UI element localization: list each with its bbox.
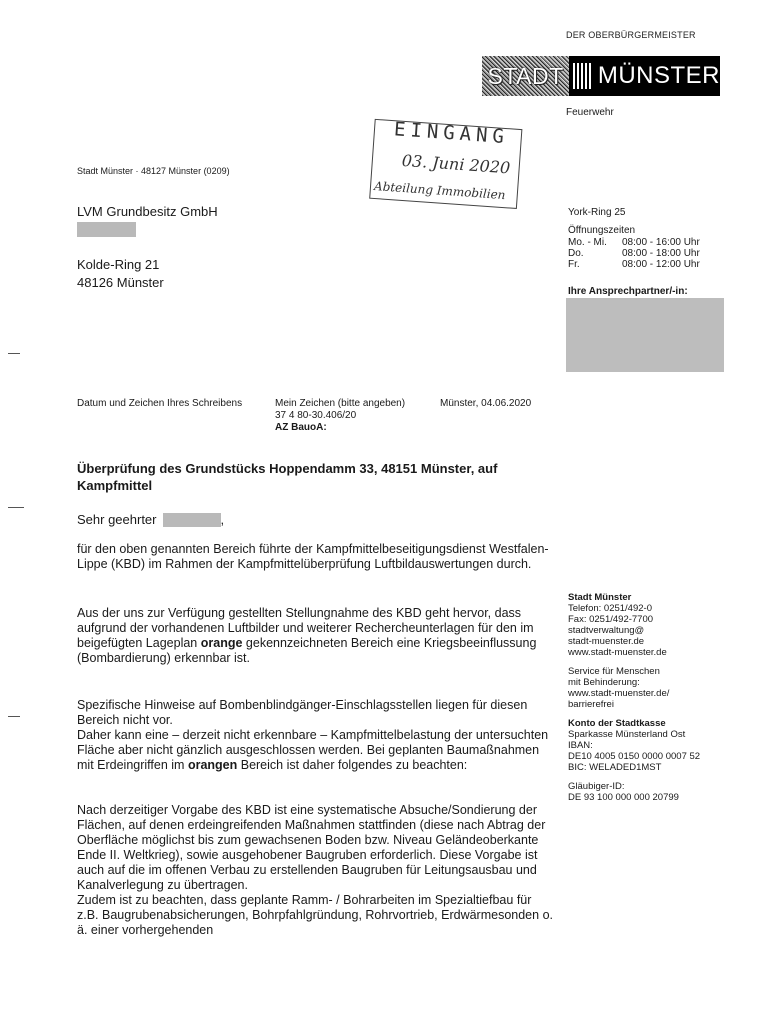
paragraph-text-part: gekennzeichneten Bereich eine Kriegsbeeinflussung (Bombardierung) erkennbar ist.: [77, 636, 537, 665]
department-name: Feuerwehr: [566, 107, 614, 118]
highlight-orange: orangen: [187, 758, 238, 772]
letter-subject: Überprüfung des Grundstücks Hoppendamm 33, 48151 Münster, auf Kampfmittel: [77, 461, 498, 493]
my-reference-number: 37 4 80-30.406/20: [275, 410, 357, 421]
logo-stadt-block: [482, 56, 569, 96]
sidebar-creditor-id: DE 93 100 000 000 20799: [568, 792, 679, 803]
place-date: Münster, 04.06.2020: [440, 398, 532, 409]
sidebar-fax: Fax: 0251/492-7700: [568, 614, 654, 625]
paragraph-text-part: Aus der uns zur Verfügung gestellten Stellungnahme des KBD geht hervor, dass aufgrund der vorhandenen Luftbilder und weiterer Rechercheunterlagen für den im beigefügten Lageplan: [77, 606, 534, 650]
paragraph-text-part: Daher kann eine – derzeit nicht erkennbare – Kampfmittelbelastung der untersuchten Fläche aber nicht gänzlich ausgeschlossen werden. Bei geplanten Baumaßnahmen mit Erdeingriffen im: [77, 728, 549, 772]
paragraph-text-part: Bereich ist daher folgendes zu beachten:: [240, 758, 468, 772]
stamp-title: EINGANG: [393, 118, 510, 149]
sidebar-bank: Sparkasse Münsterland Ost: [568, 729, 686, 740]
paragraph-3: [77, 698, 553, 773]
recipient-block: [77, 204, 218, 237]
fold-mark: [8, 507, 24, 508]
hours-time: 08:00 - 18:00 Uhr: [622, 248, 700, 259]
sidebar-service-line: Service für Menschen: [568, 666, 660, 677]
sidebar-contact: [568, 592, 743, 803]
city-logo: [482, 56, 720, 96]
hours-day: Do.: [568, 248, 584, 259]
my-reference: [275, 398, 405, 434]
recipient-address: [77, 256, 164, 292]
recipient-city: 48126 Münster: [77, 275, 164, 290]
sidebar-phone: Telefon: 0251/492-0: [568, 603, 652, 614]
redacted-name: [77, 222, 136, 237]
salutation: [77, 512, 224, 527]
paragraph-text: [77, 606, 553, 666]
stamp-department: Abteilung Immobilien: [373, 178, 506, 203]
paragraph-4: [77, 803, 553, 938]
mayor-heading: DER OBERBÜRGERMEISTER: [566, 30, 696, 40]
paragraph-text: für den oben genannten Bereich führte der Kampfmittelbeseitigungsdienst Westfalen-Lippe (KBD) im Rahmen der Kampfmittelüberprüfung Luftbildauswertungen durch.: [77, 542, 549, 571]
salutation-text: Sehr geehrter: [77, 512, 157, 527]
paragraph-text: Nach derzeitiger Vorgabe des KBD ist eine systematische Absuche/Sondierung der Flächen, auf denen erdeingreifenden Maßnahmen stattfinden (diese nach Abtrag der Oberfläche möglichst bis zum gewachsenen Boden bzw. Niveau Geländeoberkante Ende II. Weltkrieg), sowie ausgehobener Baugruben erforderlich. Diese Vorgabe ist auch auf die im offenen Verbau zu erstellenden Baugruben für Leitungsausbau und Kanalverlegung zu übertragen.: [77, 803, 546, 892]
hours-row: [568, 259, 700, 270]
paragraph-text: [77, 728, 553, 773]
stamp-date: 03. Juni 2020: [401, 150, 511, 178]
hours-day: Fr.: [568, 259, 580, 270]
sidebar-email-domain: stadt-muenster.de: [568, 636, 645, 647]
sidebar-service-url: barrierefrei: [568, 699, 614, 710]
hours-row: [568, 237, 700, 248]
office-address: York-Ring 25: [568, 207, 626, 218]
recipient-company: LVM Grundbesitz GmbH: [77, 204, 218, 219]
sidebar-service-url: www.stadt-muenster.de/: [568, 688, 670, 699]
opening-hours-title: Öffnungszeiten: [568, 225, 636, 236]
highlight-orange: orange: [200, 636, 243, 650]
paragraph-2: [77, 606, 553, 666]
sidebar-creditor-label: Gläubiger-ID:: [568, 781, 625, 792]
paragraph-1: [77, 542, 553, 572]
salutation-comma: ,: [220, 512, 225, 527]
sidebar-email: stadtverwaltung@: [568, 625, 645, 636]
logo-stadt-text: STADT: [487, 62, 564, 89]
paragraph-text: Zudem ist zu beachten, dass geplante Ramm- / Bohrarbeiten im Spezialtiefbau für z.B. Baugrubenabsicherungen, Bohrpfahlgründung, Rohrvortrieb, Erdwärmesonden o. ä. einer vorhergehenden: [77, 893, 553, 937]
redacted-salutation-name: [163, 513, 221, 527]
logo-name-text: MÜNSTER: [594, 56, 720, 96]
punch-mark: [8, 716, 20, 717]
paragraph-text: Spezifische Hinweise auf Bombenblindgänger-Einschlagsstellen liegen für diesen Bereich nicht vor.: [77, 698, 528, 727]
recipient-street: Kolde-Ring 21: [77, 257, 160, 272]
sidebar-city-title: Stadt Münster: [568, 592, 632, 603]
opening-hours: [568, 225, 700, 270]
your-reference-label: Datum und Zeichen Ihres Schreibens: [77, 398, 243, 409]
az-label: AZ BauoA:: [275, 422, 327, 433]
opening-hours-table: [568, 237, 700, 270]
sender-line: Stadt Münster · 48127 Münster (0209): [77, 166, 230, 176]
sidebar-iban: DE10 4005 0150 0000 0007 52: [568, 751, 701, 762]
fold-mark: [8, 353, 20, 354]
sidebar-account-title: Konto der Stadtkasse: [568, 718, 666, 729]
hours-time: 08:00 - 12:00 Uhr: [622, 259, 700, 270]
redacted-contact: [566, 298, 724, 372]
hours-day: Mo. - Mi.: [568, 237, 607, 248]
sidebar-bic: BIC: WELADED1MST: [568, 762, 662, 773]
hours-time: 08:00 - 16:00 Uhr: [622, 237, 700, 248]
logo-bars-icon: [569, 56, 594, 96]
received-stamp: [369, 113, 525, 209]
my-reference-label: Mein Zeichen (bitte angeben): [275, 398, 406, 409]
sidebar-website: www.stadt-muenster.de: [568, 647, 667, 658]
sidebar-service-line: mit Behinderung:: [568, 677, 640, 688]
hours-row: [568, 248, 700, 259]
contact-heading: Ihre Ansprechpartner/-in:: [568, 286, 688, 297]
sidebar-iban-label: IBAN:: [568, 740, 593, 751]
